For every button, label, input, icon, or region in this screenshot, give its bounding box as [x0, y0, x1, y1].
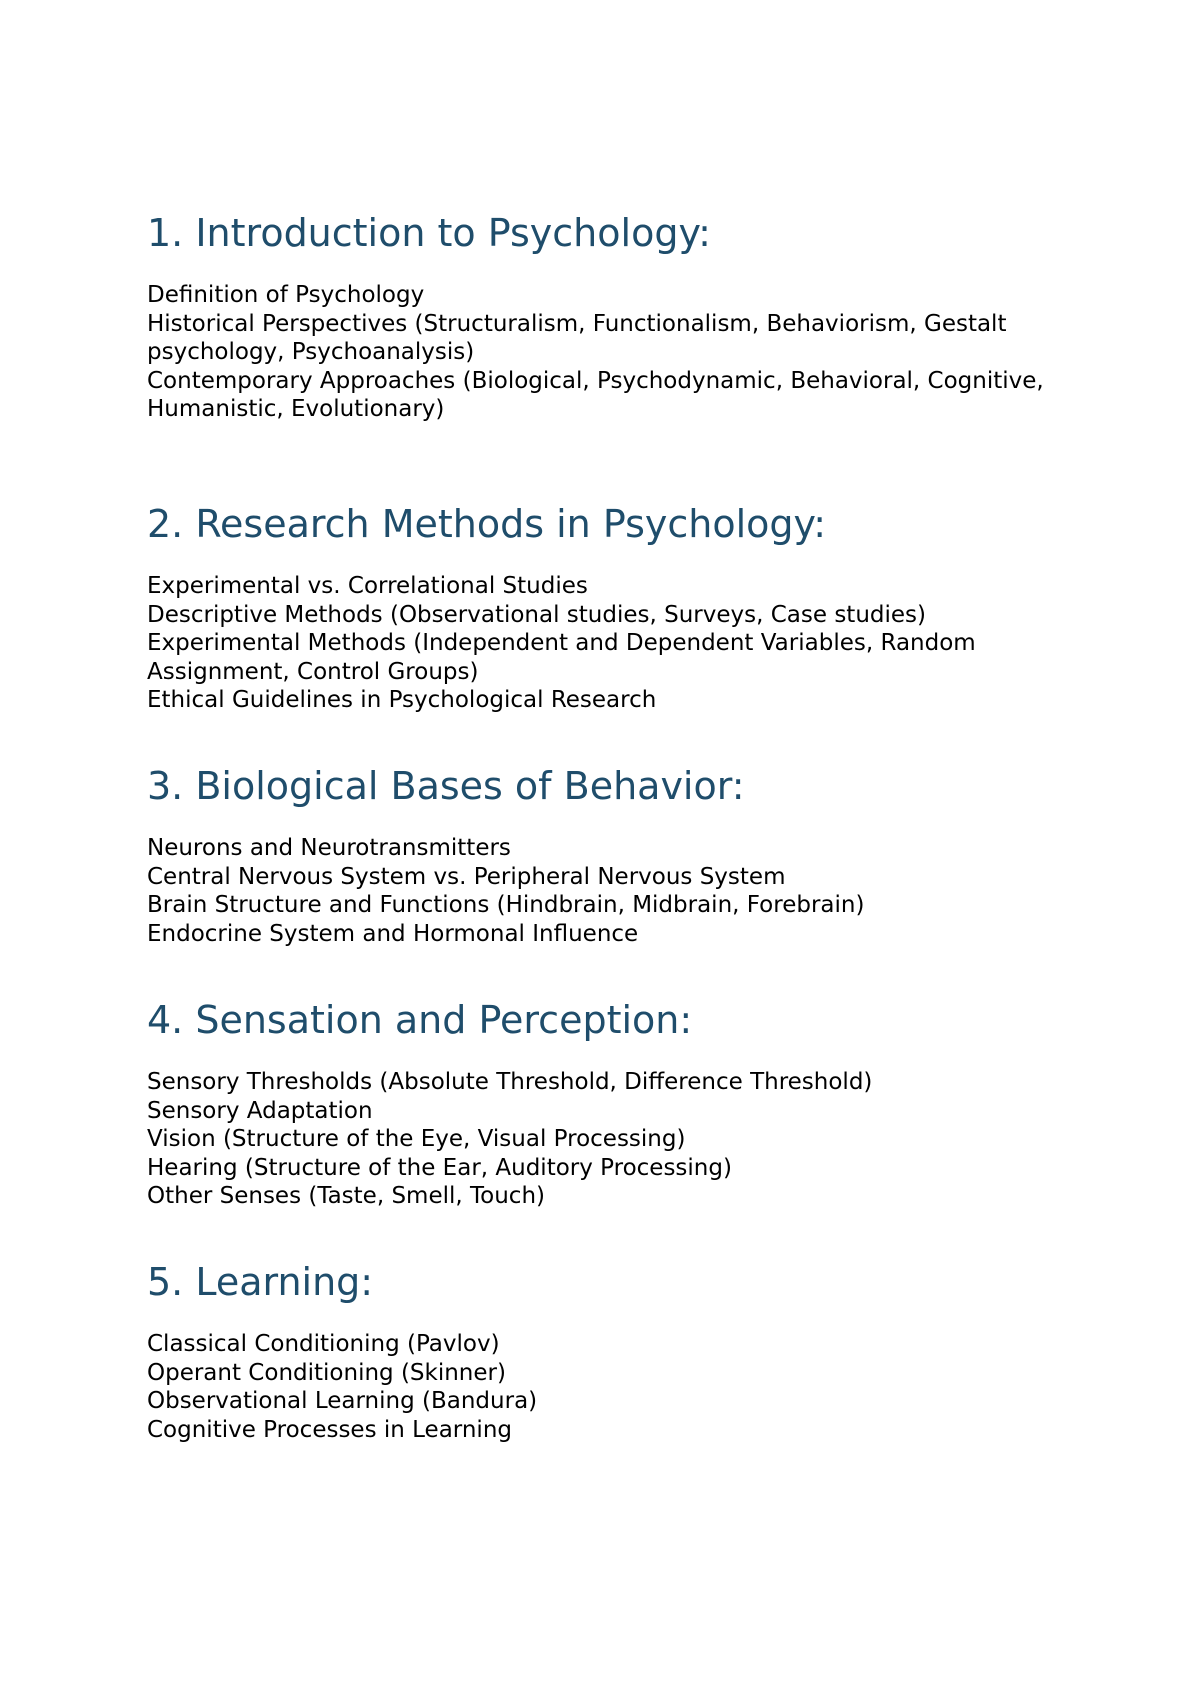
- section-introduction: [147, 210, 1077, 424]
- section-biological-bases: [147, 763, 1077, 948]
- topic-item: Descriptive Methods (Observational studies, Surveys, Case studies): [147, 601, 927, 628]
- topic-item: Sensory Thresholds (Absolute Threshold, Difference Threshold): [147, 1069, 873, 1095]
- section-heading: 2. Research Methods in Psychology:: [147, 502, 827, 546]
- section-heading: 5. Learning:: [147, 1260, 374, 1304]
- topic-item: Contemporary Approaches (Biological, Psychodynamic, Behavioral, Cognitive, Humanistic, Evolutionary): [147, 367, 1044, 422]
- topic-list: [147, 834, 1077, 948]
- section-learning: [147, 1259, 1077, 1444]
- section-heading: 1. Introduction to Psychology:: [147, 211, 711, 255]
- topic-item: Other Senses (Taste, Smell, Touch): [147, 1183, 545, 1209]
- topic-item: Operant Conditioning (Skinner): [147, 1359, 506, 1386]
- topic-item: Sensory Adaptation: [147, 1097, 373, 1124]
- section-heading: 4. Sensation and Perception:: [147, 998, 693, 1042]
- topic-item: Cognitive Processes in Learning: [147, 1416, 513, 1443]
- topic-list: [147, 281, 1077, 424]
- topic-item: Classical Conditioning (Pavlov): [147, 1331, 500, 1357]
- topic-item: Experimental vs. Correlational Studies: [147, 573, 588, 599]
- topic-item: Historical Perspectives (Structuralism, Functionalism, Behaviorism, Gestalt psychology, Psychoanalysis): [147, 310, 1007, 365]
- topic-item: Central Nervous System vs. Peripheral Nervous System: [147, 863, 786, 890]
- topic-list: [147, 1330, 1077, 1444]
- section-heading: 3. Biological Bases of Behavior:: [147, 764, 745, 808]
- topic-item: Experimental Methods (Independent and Dependent Variables, Random Assignment, Control Groups): [147, 630, 976, 685]
- topic-item: Neurons and Neurotransmitters: [147, 835, 511, 861]
- topic-item: Observational Learning (Bandura): [147, 1388, 538, 1414]
- topic-item: Brain Structure and Functions (Hindbrain, Midbrain, Forebrain): [147, 892, 865, 918]
- topic-item: Ethical Guidelines in Psychological Research: [147, 687, 657, 713]
- topic-list: [147, 572, 1077, 715]
- topic-item: Endocrine System and Hormonal Influence: [147, 920, 639, 947]
- topic-item: Hearing (Structure of the Ear, Auditory Processing): [147, 1154, 732, 1181]
- topic-item: Vision (Structure of the Eye, Visual Processing): [147, 1126, 686, 1152]
- section-research-methods: [147, 501, 1077, 715]
- topic-item: Definition of Psychology: [147, 282, 425, 308]
- topic-list: [147, 1068, 1077, 1211]
- section-sensation-perception: [147, 997, 1077, 1211]
